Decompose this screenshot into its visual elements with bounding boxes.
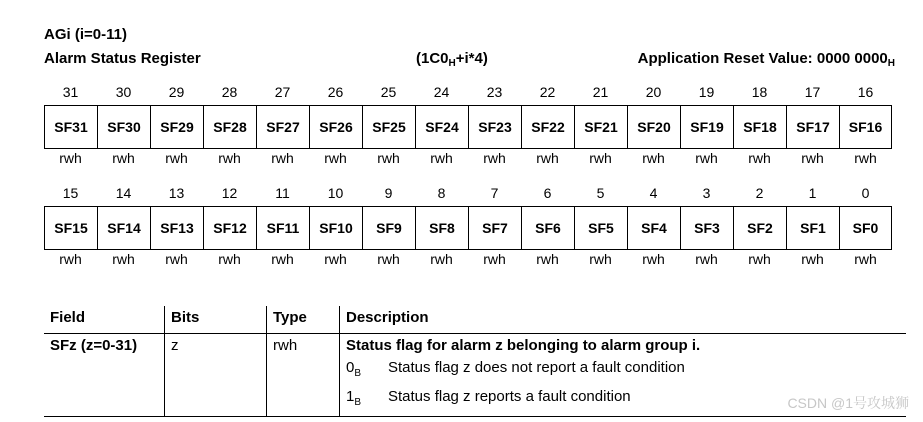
access-type: rwh — [801, 150, 824, 166]
access-type: rwh — [59, 150, 82, 166]
bit-number: 3 — [702, 185, 711, 201]
access-type: rwh — [112, 150, 135, 166]
bit-number: 26 — [327, 84, 344, 100]
header-field: Field — [44, 306, 165, 334]
lower-bit-numbers — [44, 185, 892, 201]
bitfield-cell: SF23 — [468, 105, 521, 149]
access-type: rwh — [324, 150, 347, 166]
header-description: Description — [340, 306, 907, 334]
bit-number: 22 — [539, 84, 556, 100]
bitfield-cell: SF5 — [574, 206, 627, 250]
bitfield-cell: SF9 — [362, 206, 415, 250]
bitfield-cell: SF31 — [44, 105, 97, 149]
bit-number: 14 — [115, 185, 132, 201]
access-type: rwh — [536, 251, 559, 267]
access-type: rwh — [748, 150, 771, 166]
access-type: rwh — [377, 251, 400, 267]
register-name: AGi (i=0-11) — [44, 26, 127, 43]
bit-number: 30 — [115, 84, 132, 100]
bitfield-cell: SF24 — [415, 105, 468, 149]
bit-number: 20 — [645, 84, 662, 100]
header-type: Type — [267, 306, 340, 334]
lower-bitfield-row — [44, 206, 892, 250]
bitfield-cell: SF14 — [97, 206, 150, 250]
bitfield-cell: SF28 — [203, 105, 256, 149]
bitfield-cell: SF13 — [150, 206, 203, 250]
bitfield-cell: SF3 — [680, 206, 733, 250]
bitfield-cell: SF10 — [309, 206, 362, 250]
field-bits: z — [165, 334, 267, 417]
access-type: rwh — [430, 251, 453, 267]
access-type: rwh — [854, 150, 877, 166]
bit-number: 21 — [592, 84, 609, 100]
access-type: rwh — [430, 150, 453, 166]
bit-number: 1 — [808, 185, 817, 201]
access-type: rwh — [271, 150, 294, 166]
access-type: rwh — [218, 251, 241, 267]
access-type: rwh — [271, 251, 294, 267]
upper-bitfield-row — [44, 105, 892, 149]
bitfield-cell: SF8 — [415, 206, 468, 250]
register-title: Alarm Status Register — [44, 50, 201, 67]
register-offset: $(1C0_H+i*4)$ — [416, 50, 488, 69]
bit-number: 15 — [62, 185, 79, 201]
bit-number: 31 — [62, 84, 79, 100]
bitfield-cell: SF7 — [468, 206, 521, 250]
access-type: rwh — [695, 251, 718, 267]
access-type: rwh — [695, 150, 718, 166]
bit-number: 5 — [596, 185, 605, 201]
bit-number: 27 — [274, 84, 291, 100]
lower-access-types — [44, 251, 892, 267]
field-name: SFz (z=0-31) — [44, 334, 165, 417]
bitfield-cell: SF18 — [733, 105, 786, 149]
bitfield-cell: SF0 — [839, 206, 892, 250]
upper-access-types — [44, 150, 892, 166]
bitfield-cell: SF2 — [733, 206, 786, 250]
bitfield-cell: SF29 — [150, 105, 203, 149]
bit-number: 2 — [755, 185, 764, 201]
bit-number: 16 — [857, 84, 874, 100]
bit-number: 9 — [384, 185, 393, 201]
bitfield-cell: SF20 — [627, 105, 680, 149]
access-type: rwh — [536, 150, 559, 166]
bit-number: 6 — [543, 185, 552, 201]
access-type: rwh — [748, 251, 771, 267]
access-type: rwh — [854, 251, 877, 267]
bit-number: 0 — [861, 185, 870, 201]
bitfield-cell: SF15 — [44, 206, 97, 250]
watermark: CSDN @1号攻城狮 — [787, 395, 909, 411]
access-type: rwh — [642, 150, 665, 166]
access-type: rwh — [165, 150, 188, 166]
bitfield-cell: SF21 — [574, 105, 627, 149]
access-type: rwh — [483, 150, 506, 166]
bitfield-cell: SF12 — [203, 206, 256, 250]
bit-number: 7 — [490, 185, 499, 201]
access-type: rwh — [218, 150, 241, 166]
value-definition-0: $0_B$ Status flag z does not report a fault condition — [346, 359, 685, 379]
field-table — [44, 306, 906, 417]
bitfield-cell: SF6 — [521, 206, 574, 250]
bitfield-cell: SF22 — [521, 105, 574, 149]
bitfield-cell: SF1 — [786, 206, 839, 250]
bit-number: 18 — [751, 84, 768, 100]
value-definition-1: $1_B$ Status flag z reports a fault condition — [346, 388, 631, 408]
bitfield-cell: SF25 — [362, 105, 415, 149]
bit-number: 23 — [486, 84, 503, 100]
access-type: rwh — [377, 150, 400, 166]
bit-number: 10 — [327, 185, 344, 201]
bit-number: 8 — [437, 185, 446, 201]
upper-bit-numbers — [44, 84, 892, 100]
access-type: rwh — [642, 251, 665, 267]
bitfield-cell: SF16 — [839, 105, 892, 149]
bit-number: 17 — [804, 84, 821, 100]
description-main: Status flag for alarm z belonging to alarm group i. — [346, 337, 701, 354]
bitfield-cell: SF4 — [627, 206, 680, 250]
access-type: rwh — [324, 251, 347, 267]
bit-number: 13 — [168, 185, 185, 201]
access-type: rwh — [59, 251, 82, 267]
bitfield-cell: SF27 — [256, 105, 309, 149]
access-type: rwh — [165, 251, 188, 267]
access-type: rwh — [112, 251, 135, 267]
bitfield-cell: SF17 — [786, 105, 839, 149]
bit-number: 12 — [221, 185, 238, 201]
table-row — [44, 334, 906, 417]
bitfield-cell: SF19 — [680, 105, 733, 149]
access-type: rwh — [589, 251, 612, 267]
access-type: rwh — [483, 251, 506, 267]
bit-number: 11 — [275, 185, 290, 201]
reset-value: Application Reset Value: 0000 $0000_H$ — [637, 50, 895, 69]
bit-number: 25 — [380, 84, 397, 100]
bit-number: 29 — [168, 84, 185, 100]
access-type: rwh — [589, 150, 612, 166]
bit-number: 4 — [649, 185, 658, 201]
bitfield-cell: SF26 — [309, 105, 362, 149]
field-type: rwh — [267, 334, 340, 417]
bitfield-cell: SF30 — [97, 105, 150, 149]
bitfield-cell: SF11 — [256, 206, 309, 250]
bit-number: 19 — [698, 84, 715, 100]
access-type: rwh — [801, 251, 824, 267]
bit-number: 28 — [221, 84, 238, 100]
bit-number: 24 — [433, 84, 450, 100]
header-bits: Bits — [165, 306, 267, 334]
